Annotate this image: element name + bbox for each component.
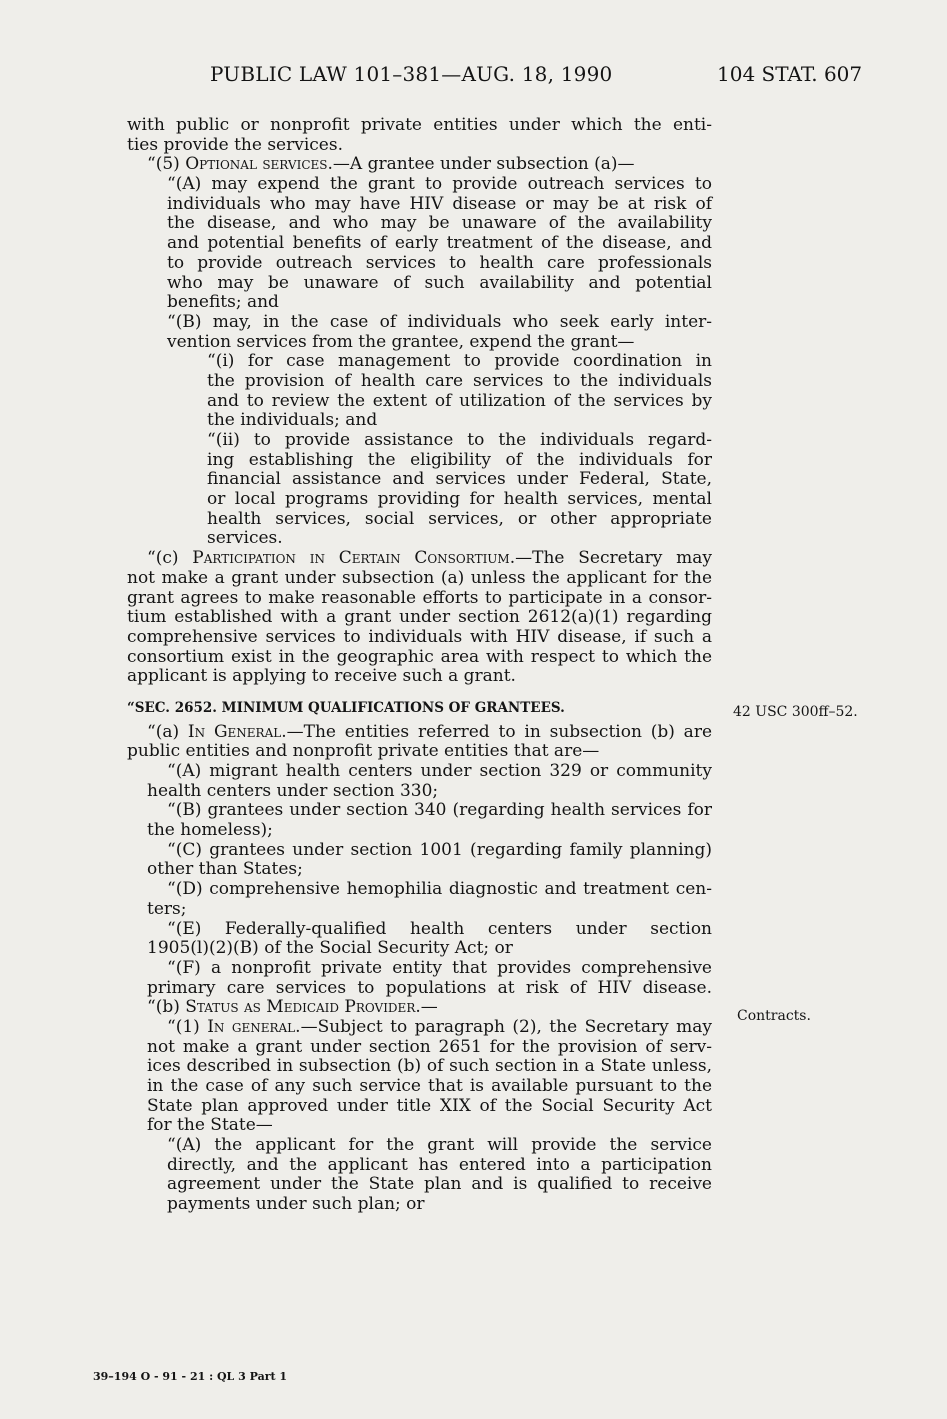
text-line: “(c) Participation in Certain Consortium.—The Secretary may xyxy=(147,548,712,569)
text-line: agreement under the State plan and is qualified to receive xyxy=(167,1174,712,1195)
text-line: “(F) a nonprofit private entity that provides comprehensive xyxy=(167,957,712,978)
text-line: tium established with a grant under section 2612(a)(1) regarding xyxy=(127,607,712,628)
text-line: “(A) the applicant for the grant will provide the service xyxy=(167,1135,712,1156)
text-line: and potential benefits of early treatment of the disease, and xyxy=(167,233,712,254)
text-line: who may be unaware of such availability and potential xyxy=(167,272,712,293)
text-line: primary care services to populations at risk of HIV disease. xyxy=(147,977,712,998)
text-line: applicant is applying to receive such a grant. xyxy=(127,666,516,687)
text-line: grant agrees to make reasonable efforts to participate in a consor- xyxy=(127,587,712,608)
text-line: “(B) may, in the case of individuals who seek early inter- xyxy=(167,311,712,332)
text-line: consortium exist in the geographic area with respect to which the xyxy=(127,646,712,667)
text-line: “(A) migrant health centers under section 329 or community xyxy=(167,761,712,781)
text-line: “(5) Optional services.—A grantee under subsection (a)— xyxy=(147,154,635,175)
text-line: “(E) Federally-qualified health centers under section xyxy=(167,918,712,939)
text-line: financial assistance and services under Federal, State, xyxy=(207,469,712,490)
text-line: “(D) comprehensive hemophilia diagnostic and treatment cen- xyxy=(167,879,712,900)
text-line: “(i) for case management to provide coordination in xyxy=(207,351,712,372)
text-line: or local programs providing for health services, mental xyxy=(207,489,712,510)
heading-small-caps: In general. xyxy=(207,1016,301,1037)
heading-small-caps: Optional services. xyxy=(185,154,333,175)
text-line: for the State— xyxy=(147,1115,273,1136)
text-line: “(C) grantees under section 1001 (regarding family planning) xyxy=(167,839,712,860)
text-line: “(a) In General.—The entities referred to in subsection (b) are xyxy=(147,721,713,742)
text-line: benefits; and xyxy=(167,292,279,313)
text-line: State plan approved under title XIX of the Social Security Act xyxy=(147,1095,712,1116)
text-line: in the case of any such service that is available pursuant to the xyxy=(147,1076,712,1096)
header-stat-page: 104 STAT. 607 xyxy=(717,62,863,86)
footer-print-code: 39–194 O - 91 - 21 : QL 3 Part 1 xyxy=(93,1370,288,1383)
text-line: the provision of health care services to the individuals xyxy=(207,370,712,391)
text-line: “(A) may expend the grant to provide outreach services to xyxy=(167,174,712,195)
margin-note-usc: 42 USC 300ff–52. xyxy=(733,704,858,720)
text-line: health centers under section 330; xyxy=(147,780,439,801)
text-line: the disease, and who may be unaware of the availability xyxy=(167,213,712,234)
text-line: to provide outreach services to health care professionals xyxy=(167,252,712,273)
text-line: the individuals; and xyxy=(207,410,378,431)
text-line: “(1) In general.—Subject to paragraph (2), the Secretary may xyxy=(167,1016,712,1037)
header-law-title: PUBLIC LAW 101–381—AUG. 18, 1990 xyxy=(210,62,613,86)
section-heading: “SEC. 2652. MINIMUM QUALIFICATIONS OF GRANTEES. xyxy=(127,699,565,716)
text-line: “(b) Status as Medicaid Provider.— xyxy=(147,997,438,1018)
body-text xyxy=(127,116,712,1215)
text-line: services. xyxy=(207,528,283,549)
heading-small-caps: Status as Medicaid Provider. xyxy=(185,997,421,1018)
text-block-b xyxy=(127,723,712,1215)
text-line: payments under such plan; or xyxy=(167,1194,425,1215)
text-line: health services, social services, or other appropriate xyxy=(207,508,712,529)
text-line: the homeless); xyxy=(147,820,273,841)
running-header xyxy=(0,62,947,92)
text-line: ing establishing the eligibility of the individuals for xyxy=(207,449,712,470)
text-line: other than States; xyxy=(147,859,303,880)
margin-note-contracts: Contracts. xyxy=(737,1008,811,1024)
text-line: ices described in subsection (b) of such section in a State unless, xyxy=(147,1056,712,1077)
text-line: with public or nonprofit private entities under which the enti- xyxy=(127,115,712,135)
text-line: “(ii) to provide assistance to the individuals regard- xyxy=(207,430,712,450)
text-line: individuals who may have HIV disease or may be at risk of xyxy=(167,193,712,214)
text-line: not make a grant under section 2651 for the provision of serv- xyxy=(147,1036,712,1057)
text-line: ters; xyxy=(147,898,187,919)
text-line: and to review the extent of utilization of the services by xyxy=(207,390,712,411)
text-line: not make a grant under subsection (a) unless the applicant for the xyxy=(127,567,712,588)
text-line: 1905(l)(2)(B) of the Social Security Act; or xyxy=(147,938,513,959)
heading-small-caps: In General. xyxy=(187,721,287,742)
text-line: “(B) grantees under section 340 (regarding health services for xyxy=(167,800,712,821)
text-line: ties provide the services. xyxy=(127,134,343,155)
text-line: public entities and nonprofit private entities that are— xyxy=(127,741,600,762)
heading-small-caps: Participation in Certain Consortium. xyxy=(192,548,516,569)
text-line: directly, and the applicant has entered into a participation xyxy=(167,1154,712,1175)
text-block-a xyxy=(127,116,712,687)
text-line: vention services from the grantee, expend the grant— xyxy=(167,331,635,352)
text-line: comprehensive services to individuals with HIV disease, if such a xyxy=(127,626,712,647)
